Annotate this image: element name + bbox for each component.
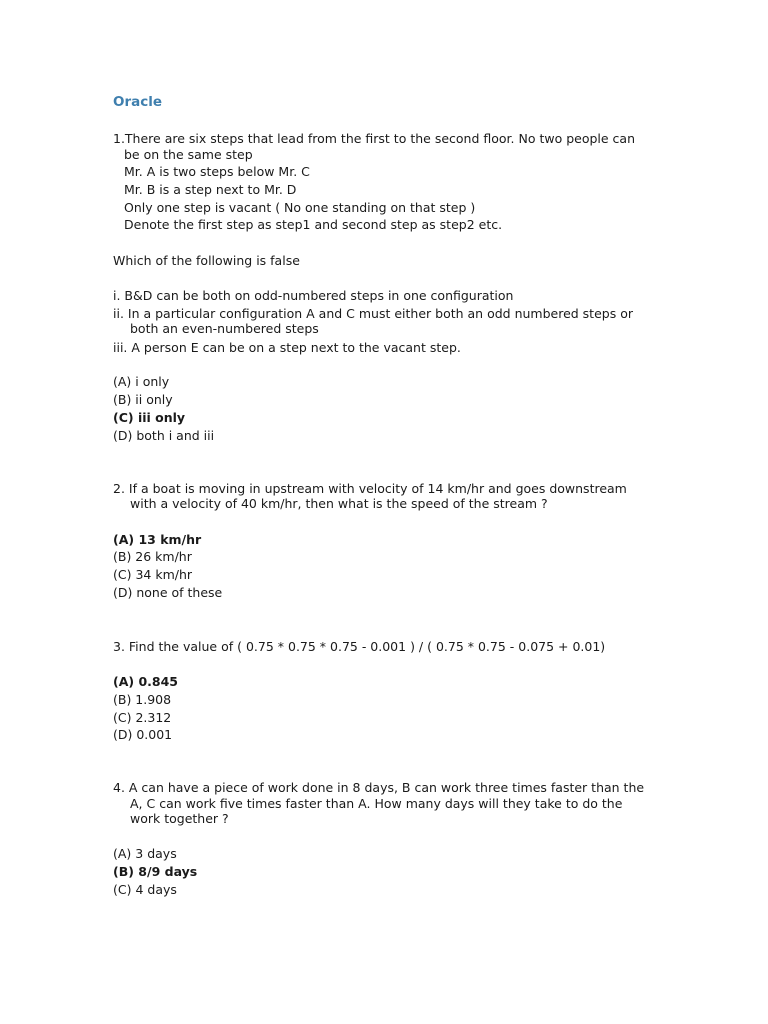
page-title: Oracle: [113, 94, 163, 110]
q1-option-b: (B) ii only: [113, 392, 173, 407]
q3-option-c: (C) 2.312: [113, 710, 172, 725]
q4-option-a: (A) 3 days: [113, 846, 177, 861]
q1-text-line-2: be on the same step: [124, 147, 253, 162]
q2-option-c: (C) 34 km/hr: [113, 567, 193, 582]
q2-text-line-2: with a velocity of 40 km/hr, then what is the speed of the stream ?: [130, 496, 548, 511]
q4-option-c: (C) 4 days: [113, 882, 177, 897]
q3-option-a-answer: (A) 0.845: [113, 674, 178, 689]
q1-prompt: Which of the following is false: [113, 253, 300, 268]
q2-option-b: (B) 26 km/hr: [113, 549, 192, 564]
q1-text-line-6: Denote the first step as step1 and second step as step2 etc.: [124, 217, 503, 232]
q1-statement-3: iii. A person E can be on a step next to the vacant step.: [113, 340, 461, 355]
q1-statement-2-cont: both an even-numbered steps: [130, 321, 319, 336]
q4-option-b-answer: (B) 8/9 days: [113, 864, 198, 879]
q2-option-d: (D) none of these: [113, 585, 223, 600]
q1-option-d: (D) both i and iii: [113, 428, 215, 443]
q1-option-a: (A) i only: [113, 374, 170, 389]
q1-statement-2: ii. In a particular configuration A and C must either both an odd numbered steps or: [113, 306, 633, 321]
q1-option-c-answer: (C) iii only: [113, 410, 186, 425]
q2-text-line-1: 2. If a boat is moving in upstream with velocity of 14 km/hr and goes downstream: [113, 481, 627, 496]
q3-option-b: (B) 1.908: [113, 692, 172, 707]
q2-option-a-answer: (A) 13 km/hr: [113, 532, 202, 547]
q3-text-line-1: 3. Find the value of ( 0.75 * 0.75 * 0.75 - 0.001 ) / ( 0.75 * 0.75 - 0.075 + 0.01): [113, 639, 606, 654]
q4-text-line-1: 4. A can have a piece of work done in 8 days, B can work three times faster than the: [113, 780, 645, 795]
q1-text-line-5: Only one step is vacant ( No one standing on that step ): [124, 200, 476, 215]
q1-text-line-3: Mr. A is two steps below Mr. C: [124, 164, 310, 179]
q1-text-line-4: Mr. B is a step next to Mr. D: [124, 182, 297, 197]
q4-text-line-2: A, C can work five times faster than A. How many days will they take to do the: [130, 796, 623, 811]
q4-text-line-3: work together ?: [130, 811, 229, 826]
q1-statement-1: i. B&D can be both on odd-numbered steps in one configuration: [113, 288, 514, 303]
q3-option-d: (D) 0.001: [113, 727, 173, 742]
q1-text-line-1: 1.There are six steps that lead from the first to the second floor. No two people can: [113, 131, 635, 146]
